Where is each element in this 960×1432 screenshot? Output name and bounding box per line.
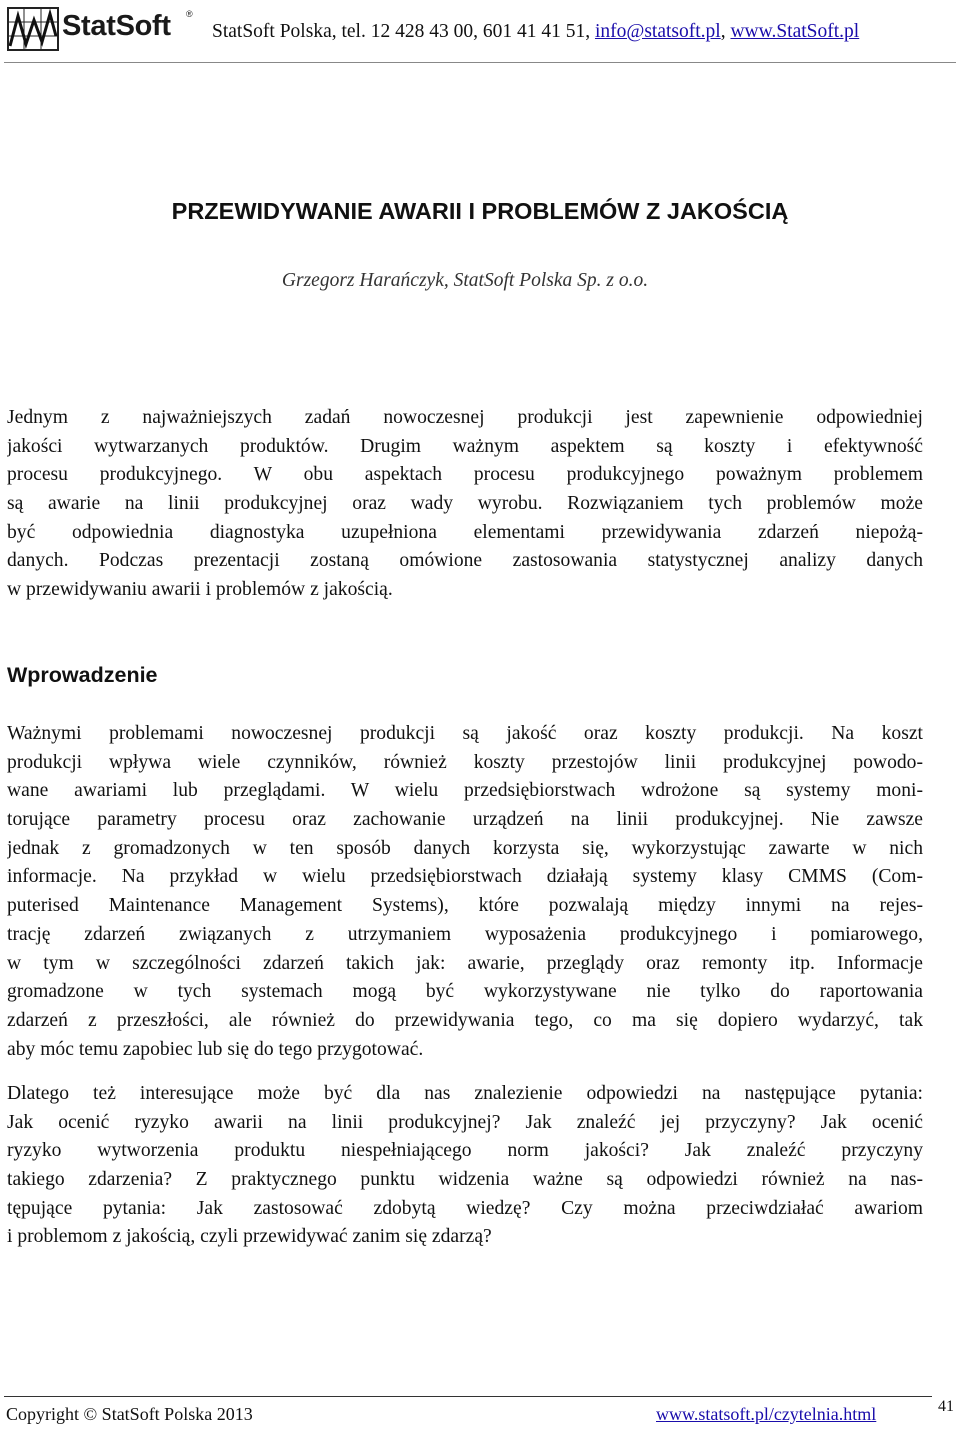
questions-line: Dlatego też interesujące może być dla nas znalezienie odpowiedzi na następujące pytania: [7, 1083, 923, 1104]
footer-copyright: Copyright © StatSoft Polska 2013 [6, 1404, 253, 1424]
contact-text: StatSoft Polska, tel. 12 428 43 00, 601 41 41 51, [212, 21, 595, 42]
questions-line: tępujące pytania: Jak zastosować zdobytą wiedzę? Czy można przeciwdziałać awariom [7, 1197, 923, 1219]
intro-line: jednak z gromadzonych w ten sposób danych korzysta się, wykorzystując zawarte w nich [7, 837, 923, 859]
intro-line: torujące parametry procesu oraz zachowanie urządzeń na linii produkcyjnej. Nie zawsze [7, 809, 923, 831]
intro-line: w tym w szczególności zdarzeń takich jak: awarie, przeglądy oraz remonty itp. Informacje [7, 952, 923, 974]
questions-line: i problemom z jakością, czyli przewidywać zanim się zdarzą? [7, 1226, 492, 1248]
footer-link[interactable]: www.statsoft.pl/czytelnia.html [656, 1404, 877, 1424]
contact-line [212, 22, 859, 42]
page-header [0, 0, 956, 60]
intro-line: informacje. Na przykład w wielu przedsiębiorstwach działają systemy klasy CMMS (Com- [7, 866, 923, 888]
intro-line: zdarzeń z przeszłości, ale również do przewidywania tego, co ma się dopiero wydarzyć, tak [7, 1009, 923, 1031]
contact-separator: , [720, 21, 731, 42]
questions-line: Jak ocenić ryzyko awarii na linii produkcyjnej? Jak znaleźć jej przyczyny? Jak ocenić [7, 1111, 923, 1133]
header-divider [4, 62, 956, 63]
chart-logo-icon [8, 8, 58, 50]
intro-paragraph [7, 720, 923, 1064]
abstract-line: Jednym z najważniejszych zadań nowoczesnej produkcji jest zapewnienie odpowiedniej [7, 407, 923, 428]
intro-line: produkcji wpływa wiele czynników, również koszty przestojów linii produkcyjnej powodo- [7, 751, 923, 773]
abstract-line: są awarie na linii produkcyjnej oraz wady wyrobu. Rozwiązaniem tych problemów może [7, 493, 923, 515]
intro-line: aby móc temu zapobiec lub się do tego przygotować. [7, 1038, 424, 1060]
intro-line: trację zdarzeń związanych z utrzymaniem wyposażenia produkcyjnego i pomiarowego, [7, 923, 923, 945]
intro-line: gromadzone w tych systemach mogą być wykorzystywane nie tylko do raportowania [7, 981, 923, 1003]
abstract-line: procesu produkcyjnego. W obu aspektach procesu produkcyjnego poważnym problemem [7, 464, 923, 486]
intro-line: puterised Maintenance Management Systems), które pozwalają między innymi na rejes- [7, 895, 923, 917]
intro-line: Ważnymi problemami nowoczesnej produkcji są jakość oraz koszty produkcji. Na koszt [7, 723, 923, 744]
intro-line: wane awariami lub przeglądami. W wielu przedsiębiorstwach wdrożone są systemy moni- [7, 780, 923, 802]
abstract-paragraph [7, 404, 923, 605]
abstract-line: być odpowiednia diagnostyka uzupełniona elementami przewidywania zdarzeń niepożą- [7, 521, 923, 543]
website-link[interactable]: www.StatSoft.pl [730, 21, 860, 42]
questions-line: takiego zdarzenia? Z praktycznego punktu widzenia ważne są odpowiedzi również na nas- [7, 1169, 923, 1191]
article-author: Grzegorz Harańczyk, StatSoft Polska Sp. z o.o. [281, 270, 649, 291]
section-heading: Wprowadzenie [7, 663, 158, 687]
questions-paragraph [7, 1080, 923, 1252]
article-title: PRZEWIDYWANIE AWARII I PROBLEMÓW Z JAKOŚCIĄ [171, 198, 789, 224]
abstract-line: jakości wytwarzanych produktów. Drugim ważnym aspektem są koszty i efektywność [7, 435, 923, 457]
abstract-line: w przewidywaniu awarii i problemów z jakością. [7, 579, 393, 601]
abstract-line: danych. Podczas prezentacji zostaną omówione zastosowania statystycznej analizy danych [7, 550, 923, 572]
registered-mark: ® [186, 9, 193, 19]
logo-wordmark: StatSoft [62, 10, 171, 42]
email-link[interactable]: info@statsoft.pl [594, 21, 721, 42]
footer-divider [4, 1396, 932, 1397]
questions-line: ryzyko wytworzenia produktu niespełniającego norm jakości? Jak znaleźć przyczyny [7, 1140, 923, 1162]
page-number: 41 [938, 1398, 954, 1415]
